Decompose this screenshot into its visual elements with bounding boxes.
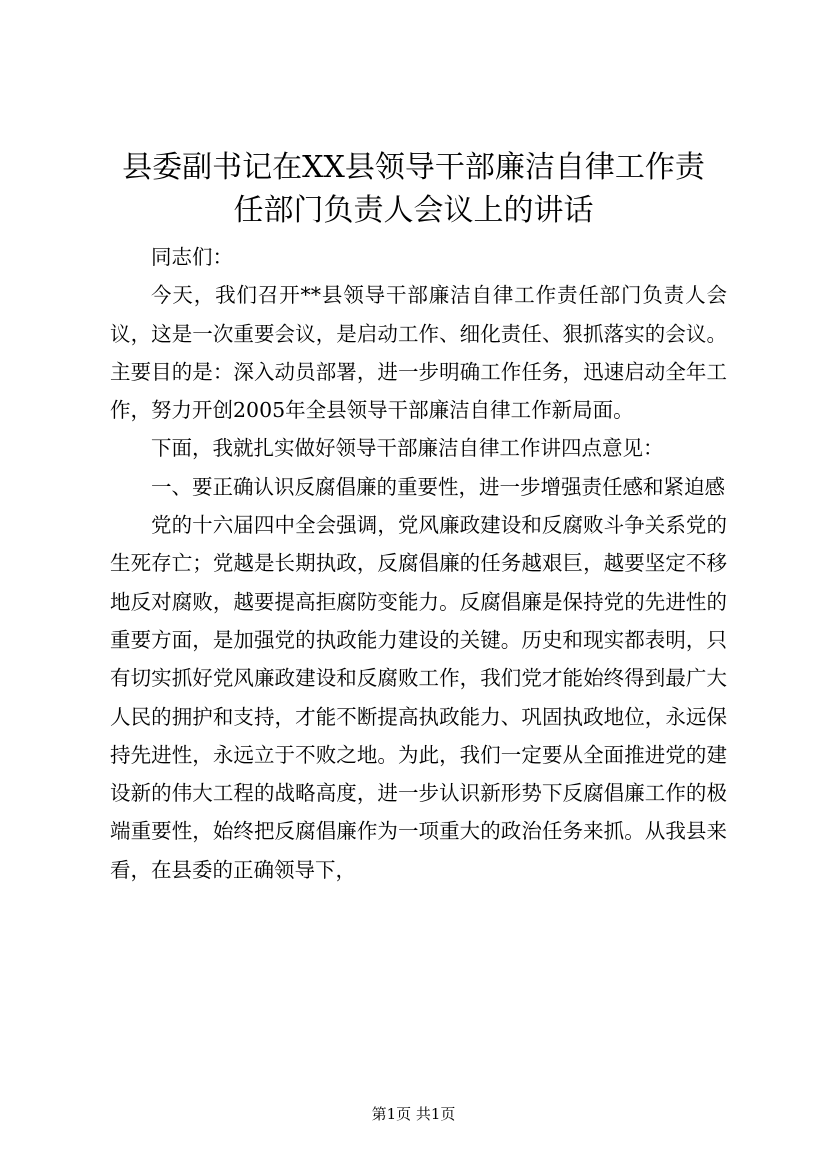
title-line-1: 县委副书记在XX县领导干部廉洁自律工作责 xyxy=(122,150,705,185)
paragraph-overview: 下面，我就扎实做好领导干部廉洁自律工作讲四点意见： xyxy=(151,436,664,461)
salutation: 同志们： xyxy=(151,245,233,269)
document-title xyxy=(100,146,727,232)
title-line-2: 任部门负责人会议上的讲话 xyxy=(233,193,594,228)
paragraph-section-1: 党的十六届四中全会强调，党风廉政建设和反腐败斗争关系党的生死存亡；党越是长期执政，反腐倡廉的任务越艰巨，越要坚定不移地反对腐败，越要提高拒腐防变能力。反腐倡廉是保持党的先进性的重要方面，是加强党的执政能力建设的关键。历史和现实都表明，只有切实抓好党风廉政建设和反腐败工作，我们党才能始终得到最广大人民的拥护和支持，才能不断提高执政能力、巩固执政地位，永远保持先进性，永远立于不败之地。为此，我们一定要从全面推进党的建设新的伟大工程的战略高度，进一步认识新形势下反腐倡廉工作的极端重要性，始终把反腐倡廉作为一项重大的政治任务来抓。从我县来看，在县委的正确领导下， xyxy=(110,513,727,882)
section-heading-1: 一、要正确认识反腐倡廉的重要性，进一步增强责任感和紧迫感 xyxy=(151,474,725,499)
document-body xyxy=(110,238,727,889)
page-footer: 第1页 共1页 xyxy=(371,1105,456,1123)
paragraph-intro: 今天，我们召开**县领导干部廉洁自律工作责任部门负责人会议，这是一次重要会议，是启动工作、细化责任、狠抓落实的会议。主要目的是：深入动员部署，进一步明确工作任务，迅速启动全年工作，努力开创2005年全县领导干部廉洁自律工作新局面。 xyxy=(110,283,727,423)
